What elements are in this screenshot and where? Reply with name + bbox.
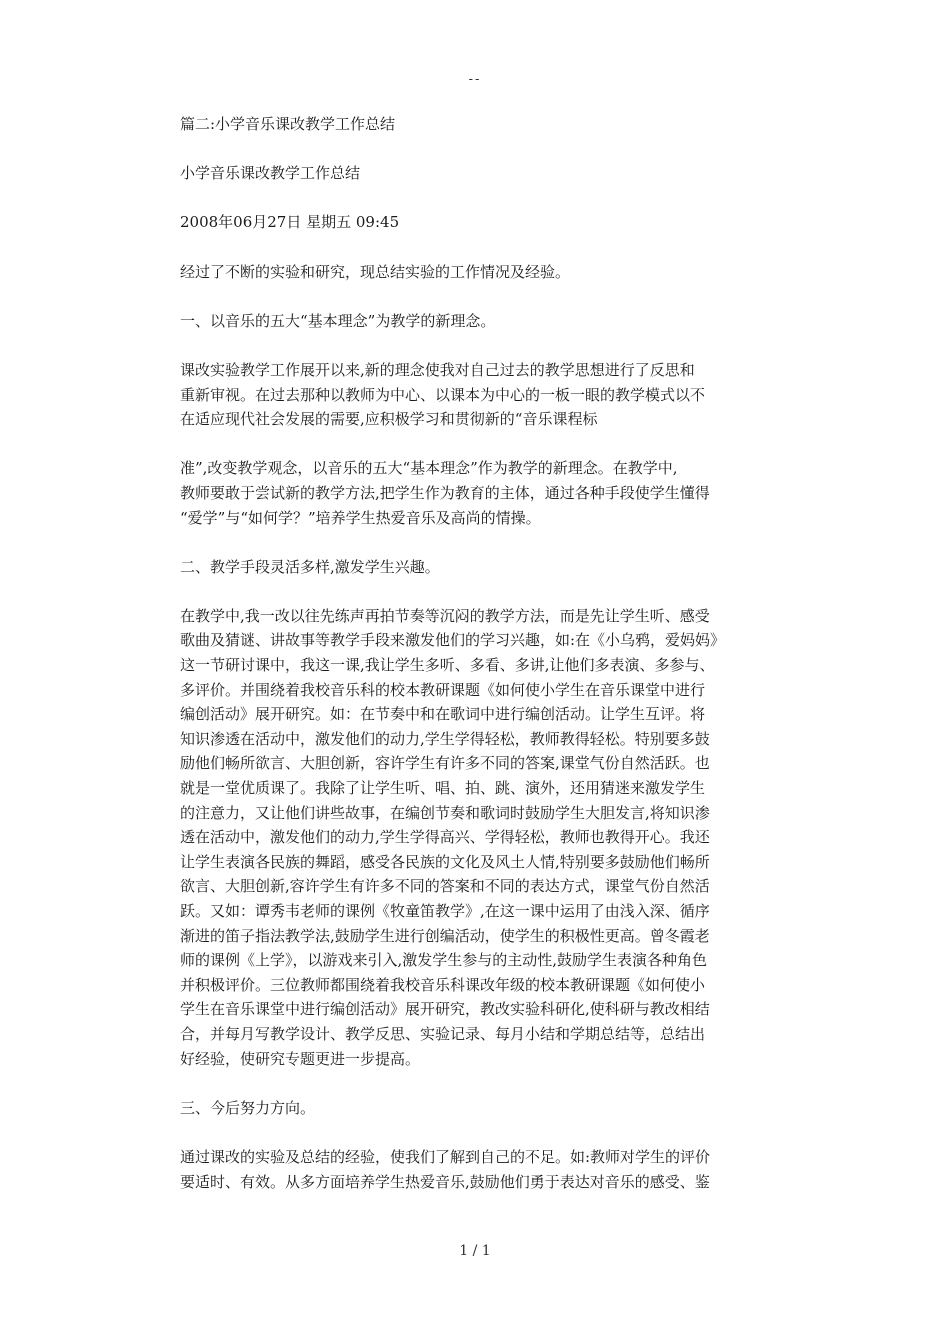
paragraph-line: 学生在音乐课堂中进行编创活动》展开研究，教改实验科研化,使科研与教改相结 xyxy=(180,1000,710,1019)
intro-paragraph: 经过了不断的实验和研究，现总结实验的工作情况及经验。 xyxy=(180,262,571,281)
section-3-heading: 三、今后努力方向。 xyxy=(180,1098,316,1117)
document-body xyxy=(180,112,770,1194)
paragraph-line: 的注意力，又让他们讲些故事，在编创节奏和歌词时鼓励学生大胆发言,将知识渗 xyxy=(180,803,710,822)
section-2-paragraph xyxy=(180,604,770,1071)
paragraph-line: 就是一堂优质课了。我除了让学生听、唱、拍、跳、演外，还用猜迷来激发学生 xyxy=(180,779,706,798)
paragraph-line: 跃。又如：谭秀韦老师的课例《牧童笛教学》,在这一课中运用了由浅入深、循序 xyxy=(180,902,710,920)
section-2-heading: 二、教学手段灵活多样,激发学生兴趣。 xyxy=(180,557,440,576)
paragraph-line: 要适时、有效。从多方面培养学生热爱音乐,鼓励他们勇于表达对音乐的感受、鉴 xyxy=(180,1172,710,1191)
document-date: 2008年06月27日 星期五 09:45 xyxy=(180,213,400,232)
paragraph-line: 在适应现代社会发展的需要,应积极学习和贯彻新的“音乐课程标 xyxy=(180,410,598,429)
paragraph-line: 编创活动》展开研究。如：在节奏中和在歌词中进行编创活动。让学生互评。将 xyxy=(180,705,706,724)
paragraph-line: 欲言、大胆创新,容许学生有许多不同的答案和不同的表达方式，课堂气份自然活 xyxy=(180,877,710,896)
section-1-paragraph-a xyxy=(180,358,770,432)
document-subtitle: 小学音乐课改教学工作总结 xyxy=(180,164,361,183)
paragraph-line: 励他们畅所欲言、大胆创新，容许学生有许多不同的答案,课堂气份自然活跃。也 xyxy=(180,754,710,773)
paragraph-line: 这一节研讨课中，我这一课,我让学生多听、多看、多讲,让他们多表演、多参与、 xyxy=(180,656,715,675)
paragraph-line: 师的课例《上学》，以游戏来引入,激发学生参与的主动性,鼓励学生表演各种角色 xyxy=(180,951,708,970)
paragraph-line: 课改实验教学工作展开以来,新的理念使我对自己过去的教学思想进行了反思和 xyxy=(180,360,695,379)
paragraph-line: 让学生表演各民族的舞蹈，感受各民族的文化及风土人情,特别要多鼓励他们畅所 xyxy=(180,852,710,871)
paragraph-line: 教师要敢于尝试新的教学方法,把学生作为教育的主体，通过各种手段使学生懂得 xyxy=(180,483,710,502)
header-mark: -- xyxy=(468,72,482,87)
paragraph-line: 合，并每月写教学设计、教学反思、实验记录、每月小结和学期总结等，总结出 xyxy=(180,1024,706,1043)
document-title: 篇二:小学音乐课改教学工作总结 xyxy=(180,115,396,133)
paragraph-line: 并积极评价。三位教师都围绕着我校音乐科课改年级的校本教研课题《如何使小 xyxy=(180,975,706,994)
page-number: 1 / 1 xyxy=(459,1243,491,1259)
paragraph-line: 通过课改的实验及总结的经验，使我们了解到自己的不足。如:教师对学生的评价 xyxy=(180,1147,711,1166)
paragraph-line: 知识渗透在活动中，激发他们的动力,学生学得轻松，教师教得轻松。特别要多鼓 xyxy=(180,729,710,748)
section-1-paragraph-b xyxy=(180,456,770,530)
paragraph-line: “爱学”与“如何学？”培养学生热爱音乐及高尚的情操。 xyxy=(180,508,541,527)
paragraph-line: 准”,改变教学观念，以音乐的五大“基本理念”作为教学的新理念。在教学中, xyxy=(180,459,678,478)
paragraph-line: 在教学中,我一改以往先练声再拍节奏等沉闷的教学方法，而是先让学生听、感受 xyxy=(180,606,710,625)
paragraph-line: 歌曲及猜谜、讲故事等教学手段来激发他们的学习兴趣，如:在《小乌鸦，爱妈妈》 xyxy=(180,631,726,650)
section-1-heading: 一、以音乐的五大“基本理念”为教学的新理念。 xyxy=(180,311,496,330)
paragraph-line: 好经验，使研究专题更进一步提高。 xyxy=(180,1049,421,1068)
section-3-paragraph xyxy=(180,1145,770,1194)
paragraph-line: 渐进的笛子指法教学法,鼓励学生进行创编活动，使学生的积极性更高。曾冬霞老 xyxy=(180,926,710,945)
paragraph-line: 重新审视。在过去那种以教师为中心、以课本为中心的一板一眼的教学模式以不 xyxy=(180,385,706,404)
paragraph-line: 多评价。并围绕着我校音乐科的校本教研课题《如何使小学生在音乐课堂中进行 xyxy=(180,680,706,699)
paragraph-line: 透在活动中，激发他们的动力,学生学得高兴、学得轻松，教师也教得开心。我还 xyxy=(180,828,710,847)
